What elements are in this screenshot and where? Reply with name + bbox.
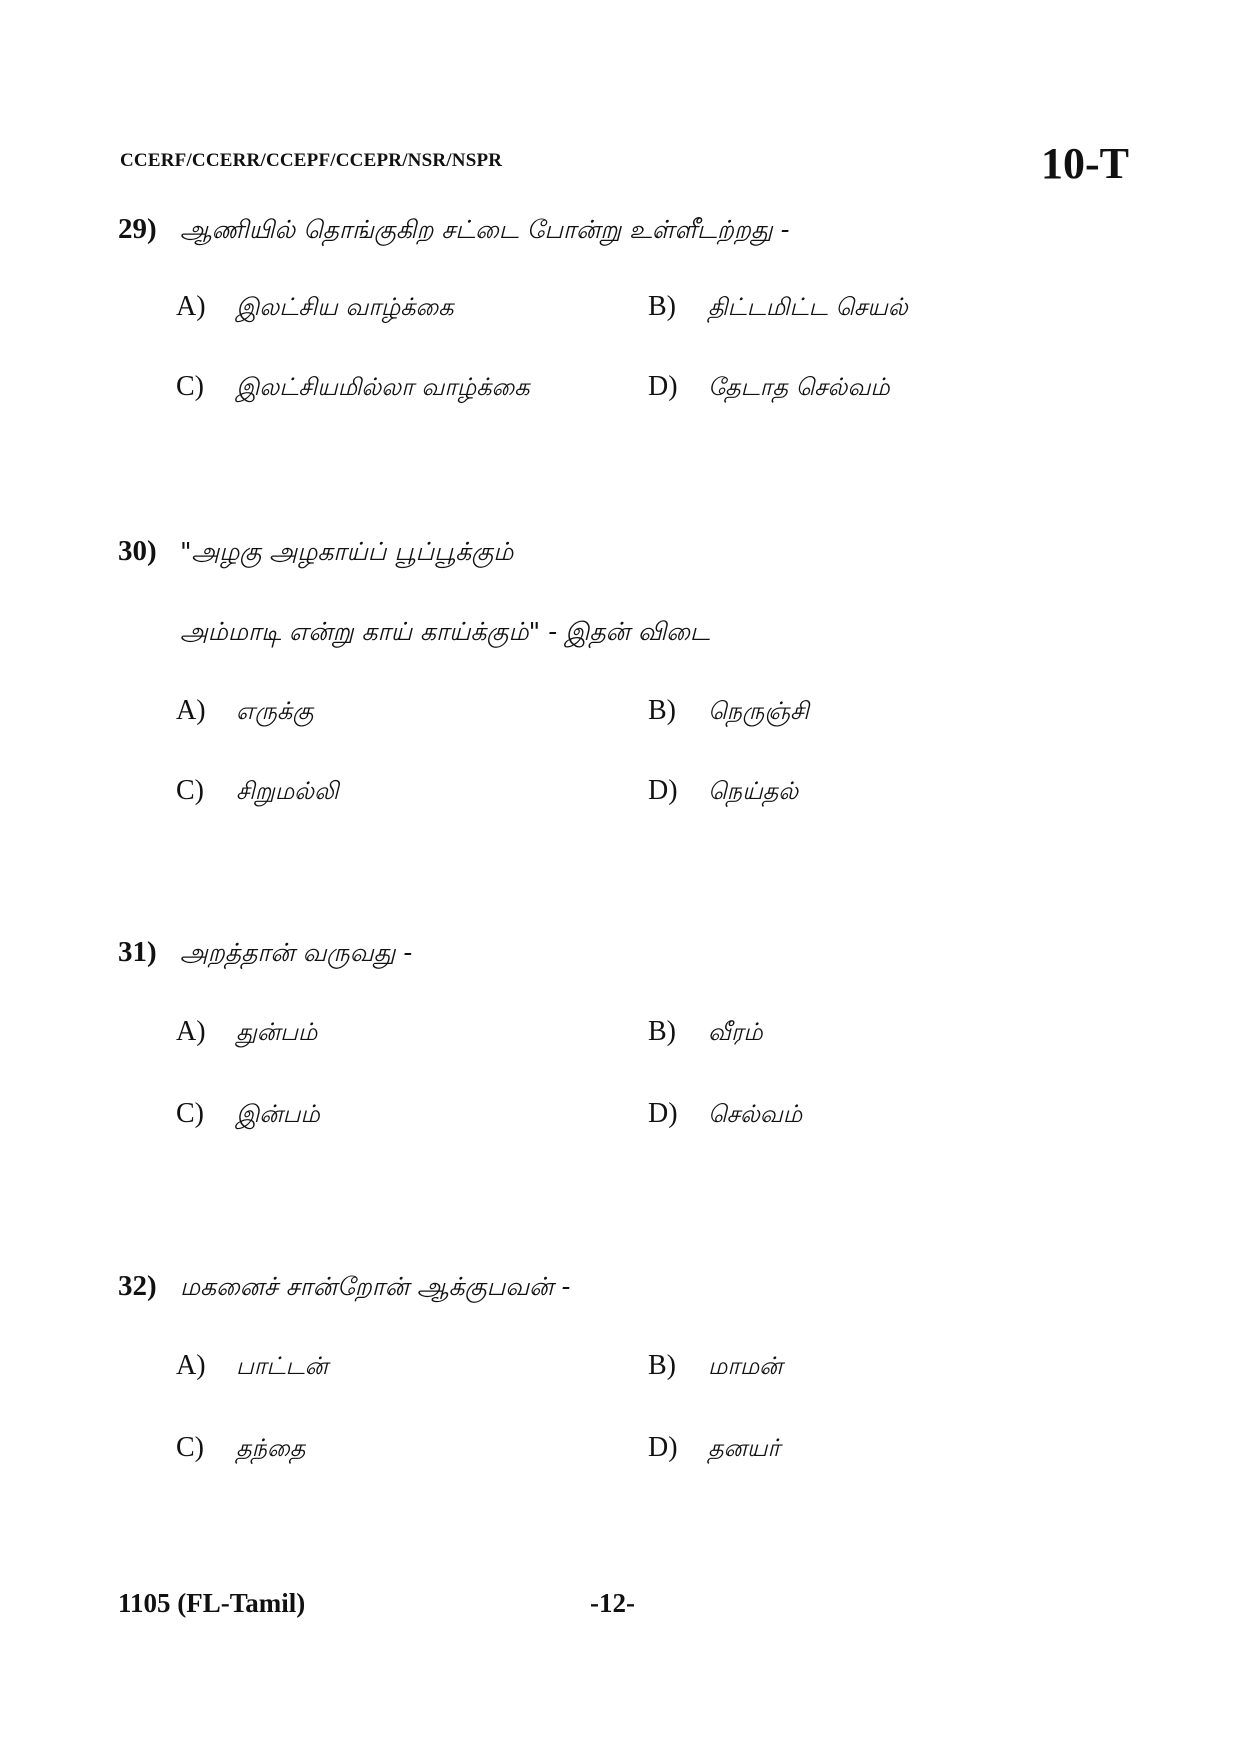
option-letter: D): [648, 775, 678, 806]
option-letter: C): [176, 371, 204, 402]
question-29: [118, 213, 1128, 402]
option-text: சிறுமல்லி: [236, 777, 339, 805]
option-letter: C): [176, 1098, 204, 1129]
question-32: [118, 1270, 1128, 1463]
option-text: தேடாத செல்வம்: [708, 373, 890, 401]
option-letter: D): [648, 1432, 678, 1463]
option-text: மாமன்: [708, 1352, 783, 1380]
page-number: -12-: [590, 1588, 635, 1618]
exam-codes: CCERF/CCERR/CCEPF/CCEPR/NSR/NSPR: [120, 150, 503, 171]
option-letter: B): [648, 291, 676, 322]
option-letter: B): [648, 1350, 676, 1381]
paper-code: 1105 (FL-Tamil): [118, 1588, 306, 1618]
option-text: நெருஞ்சி: [708, 697, 809, 725]
option-text: துன்பம்: [236, 1018, 318, 1046]
option-letter: A): [176, 1350, 206, 1381]
option-text: வீரம்: [708, 1018, 763, 1046]
question-number: 30): [118, 535, 157, 567]
option-text: எருக்கு: [236, 697, 314, 725]
booklet-code: 10-T: [1041, 139, 1129, 188]
question-text: "அழகு அழகாய்ப் பூப்பூக்கும்: [180, 537, 514, 566]
question-text: மகனைச் சான்றோன் ஆக்குபவன் -: [180, 1272, 571, 1301]
option-letter: B): [648, 1016, 676, 1047]
question-number: 31): [118, 936, 157, 968]
option-letter: A): [176, 291, 206, 322]
question-31: [118, 936, 1128, 1129]
question-text: ஆணியில் தொங்குகிற சட்டை போன்று உள்ளீடற்றது -: [180, 215, 790, 244]
question-text-line-2: அம்மாடி என்று காய் காய்க்கும்" - இதன் விடை: [180, 617, 710, 646]
question-number: 29): [118, 213, 157, 245]
option-text: இலட்சிய வாழ்க்கை: [236, 293, 454, 321]
option-letter: C): [176, 775, 204, 806]
option-letter: A): [176, 695, 206, 726]
option-letter: C): [176, 1432, 204, 1463]
option-text: இன்பம்: [236, 1100, 320, 1128]
option-letter: D): [648, 1098, 678, 1129]
option-text: இலட்சியமில்லா வாழ்க்கை: [236, 373, 530, 401]
option-letter: D): [648, 371, 678, 402]
option-text: செல்வம்: [708, 1100, 803, 1128]
question-30: [118, 535, 1128, 806]
option-letter: B): [648, 695, 676, 726]
option-text: திட்டமிட்ட செயல்: [708, 293, 908, 321]
option-text: பாட்டன்: [236, 1352, 328, 1380]
option-text: நெய்தல்: [708, 777, 799, 805]
question-number: 32): [118, 1270, 157, 1302]
option-text: தனயர்: [708, 1434, 781, 1462]
option-text: தந்தை: [236, 1434, 306, 1462]
question-text: அறத்தான் வருவது -: [180, 938, 413, 967]
option-letter: A): [176, 1016, 206, 1047]
